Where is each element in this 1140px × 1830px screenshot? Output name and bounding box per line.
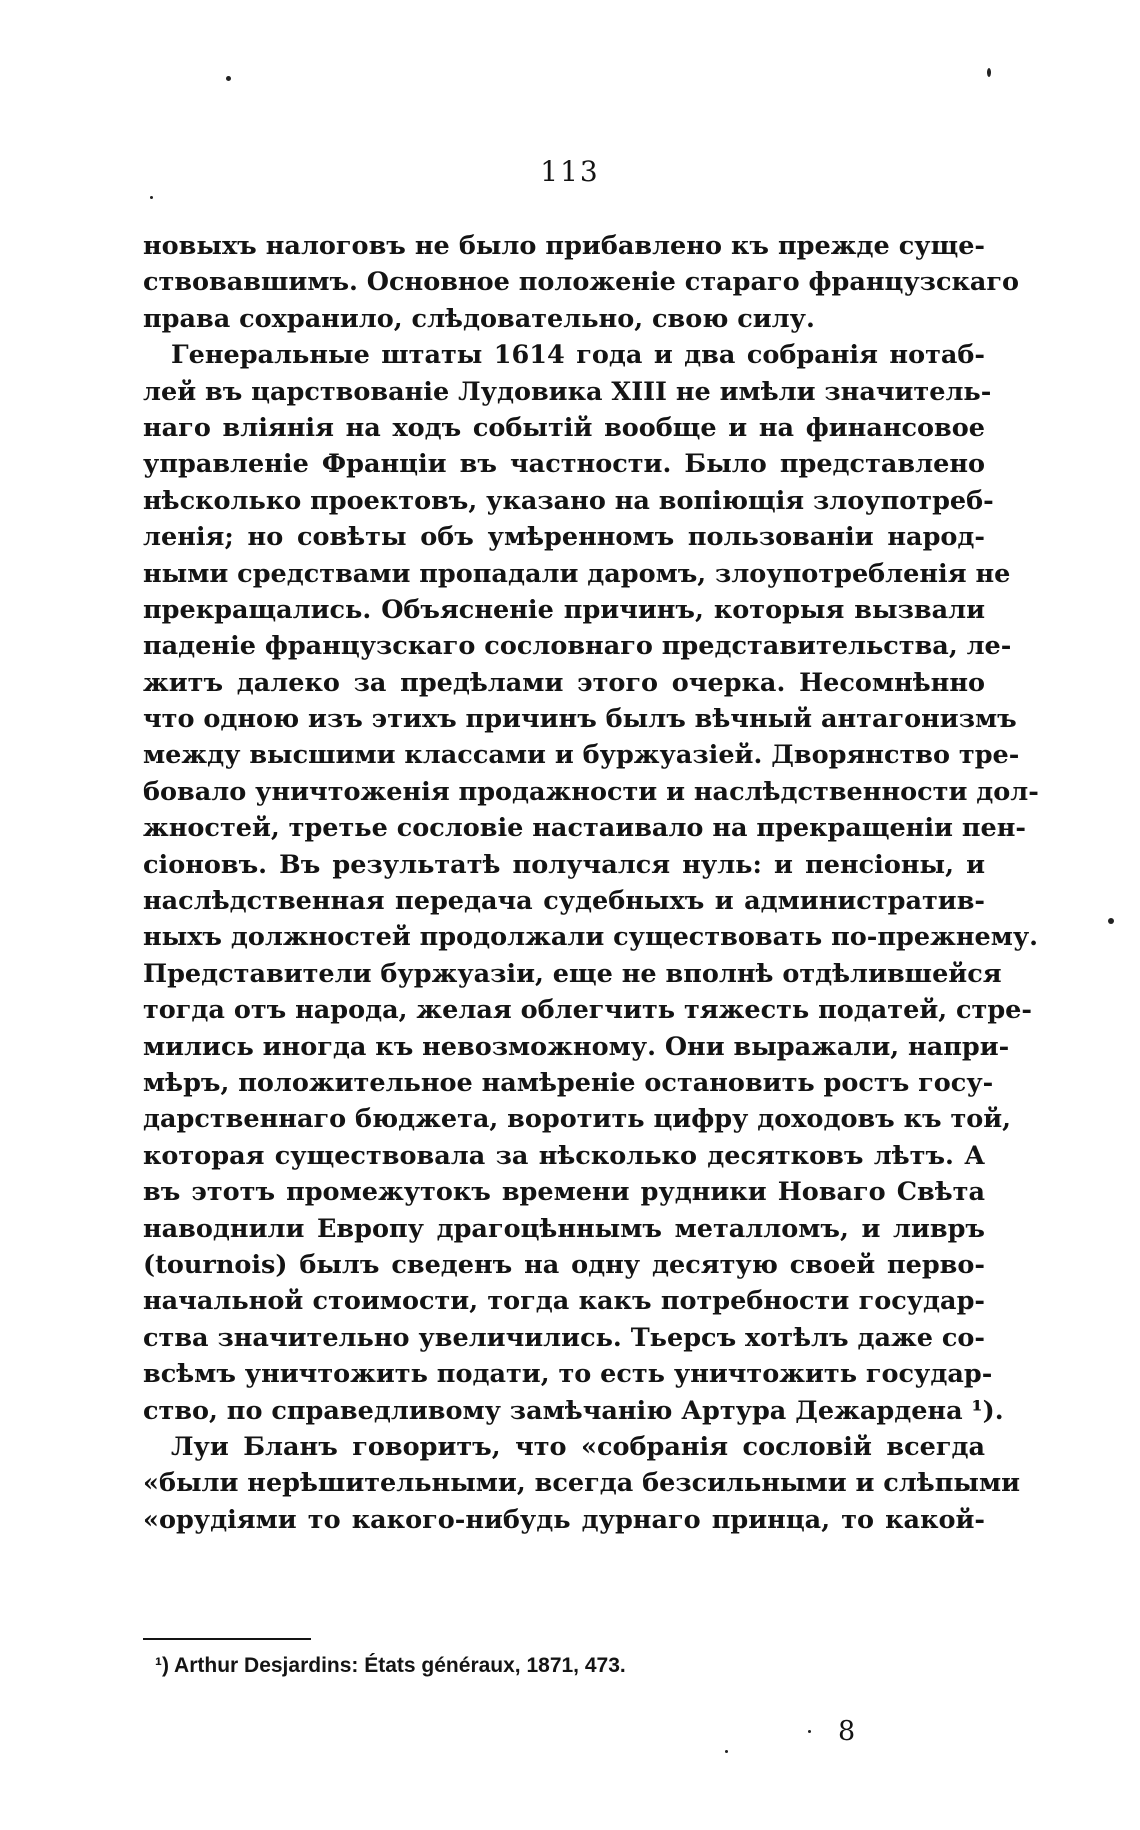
- text-line: бовало уничтоженiя продажности и наслѣдственности дол-: [143, 776, 1039, 807]
- text-line: наго влiянiя на ходъ событiй вообще и на финансовое: [143, 412, 985, 443]
- text-line: прекращались. Объясненiе причинъ, которыя вызвали: [143, 594, 985, 625]
- text-line: ство, по справедливому замѣчанiю Артура Дежардена ¹).: [143, 1395, 1004, 1426]
- text-line: «были нерѣшительными, всегда безсильными и слѣпыми: [143, 1468, 1021, 1499]
- text-line: ными средствами пропадали даромъ, злоупотребленiя не: [143, 558, 1011, 589]
- footnote-rule: [143, 1638, 311, 1640]
- text-line: Генеральные штаты 1614 года и два собранiя нотаб-: [171, 340, 985, 371]
- text-line: что одною изъ этихъ причинъ былъ вѣчный антагонизмъ: [143, 704, 1017, 735]
- text-line: жностей, третье сословiе настаивало на прекращенiи пен-: [143, 813, 1026, 844]
- text-line: (tournois) былъ сведенъ на одну десятую своей перво-: [143, 1249, 985, 1280]
- scan-speck: [725, 1750, 728, 1753]
- text-line: управленiе Францiи въ частности. Было представлено: [143, 449, 985, 480]
- text-line: лей въ царствованiе Лудовика XIII не имѣли значитель-: [143, 376, 992, 407]
- text-line: «орудiями то какого-нибудь дурнаго принца, то какой-: [143, 1504, 985, 1535]
- footnote: ¹) Arthur Desjardins: États généraux, 1871, 473.: [155, 1654, 626, 1677]
- text-line: наводнили Европу драгоцѣннымъ металломъ, и ливръ: [143, 1213, 985, 1244]
- scan-speck: [808, 1730, 811, 1733]
- text-line: ства значительно увеличились. Тьерсъ хотѣлъ даже со-: [143, 1322, 985, 1353]
- text-line: нѣсколько проектовъ, указано на вопiющiя злоупотреб-: [143, 485, 994, 516]
- text-line: тогда отъ народа, желая облегчить тяжесть податей, стре-: [143, 995, 1032, 1026]
- text-line: права сохранило, слѣдовательно, свою силу.: [143, 303, 815, 334]
- text-line: ствовавшимъ. Основное положенiе стараго французскаго: [143, 267, 1020, 298]
- scan-speck: [150, 196, 153, 199]
- text-line: мились иногда къ невозможному. Они выражали, напри-: [143, 1031, 1010, 1062]
- page-number: 113: [540, 155, 600, 188]
- body-text: [143, 228, 1039, 1538]
- text-line: всѣмъ уничтожить подати, то есть уничтожить государ-: [143, 1359, 993, 1390]
- text-line: наслѣдственная передача судебныхъ и административ-: [143, 886, 985, 917]
- text-line: мѣръ, положительное намѣренiе остановить ростъ госу-: [143, 1067, 994, 1098]
- scan-speck: [987, 68, 991, 77]
- scan-speck: [226, 76, 231, 81]
- text-line: житъ далеко за предѣлами этого очерка. Несомнѣнно: [143, 667, 985, 698]
- text-line: ленiя; но совѣты объ умѣренномъ пользованiи народ-: [143, 522, 985, 553]
- text-line: начальной стоимости, тогда какъ потребности государ-: [143, 1286, 985, 1317]
- scan-speck: [1108, 918, 1114, 924]
- text-line: въ этотъ промежутокъ времени рудники Новаго Свѣта: [143, 1177, 985, 1208]
- text-line: паденiе французскаго сословнаго представительства, ле-: [143, 631, 1012, 662]
- text-line: ныхъ должностей продолжали существовать по-прежнему.: [143, 922, 1039, 953]
- text-line: Представители буржуазiи, еще не вполнѣ отдѣлившейся: [143, 958, 1002, 989]
- text-line: новыхъ налоговъ не было прибавлено къ прежде суще-: [143, 231, 985, 261]
- text-line: которая существовала за нѣсколько десятковъ лѣтъ. А: [143, 1140, 985, 1171]
- text-line: дарственнаго бюджета, воротить цифру доходовъ къ той,: [143, 1104, 1012, 1135]
- signature-mark: 8: [838, 1716, 856, 1747]
- text-line: сiоновъ. Въ результатѣ получался нуль: и пенсiоны, и: [143, 849, 985, 880]
- text-line: между высшими классами и буржуазiей. Дворянство тре-: [143, 740, 1020, 771]
- text-line: Луи Бланъ говоритъ, что «собранiя сословiй всегда: [171, 1431, 985, 1462]
